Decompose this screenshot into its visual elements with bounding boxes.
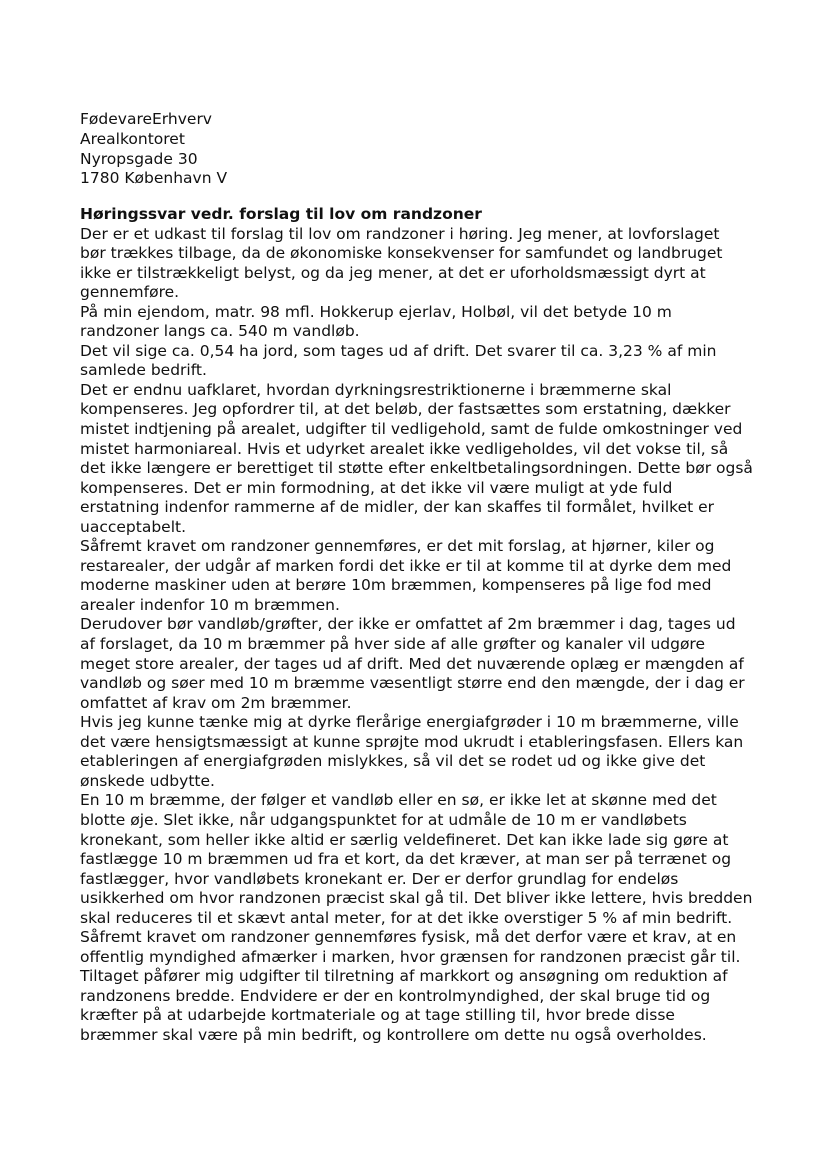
body-line: ikke er tilstrækkeligt belyst, og da jeg mener, at det er uforholdsmæssigt dyrt at	[80, 263, 706, 282]
body-line: det være hensigtsmæssigt at kunne sprøjte mod ukrudt i etableringsfasen. Ellers kan	[80, 732, 744, 751]
body-line: Det vil sige ca. 0,54 ha jord, som tages ud af drift. Det svarer til ca. 3,23 % af min	[80, 341, 717, 360]
body-line: arealer indenfor 10 m bræmmen.	[80, 595, 340, 614]
body-line: usikkerhed om hvor randzonen præcist skal gå til. Det bliver ikke lettere, hvis bredden	[80, 889, 753, 908]
body-line: fastlægge 10 m bræmmen ud fra et kort, da det kræver, at man ser på terrænet og	[80, 850, 732, 869]
body-line: omfattet af krav om 2m bræmmer.	[80, 693, 352, 712]
body-line: Hvis jeg kunne tænke mig at dyrke flerårige energiafgrøder i 10 m bræmmerne, ville	[80, 713, 739, 732]
body-line: det ikke længere er berettiget til støtte efter enkeltbetalingsordningen. Dette bør også	[80, 459, 753, 478]
body-line: bræmmer skal være på min bedrift, og kontrollere om dette nu også overholdes.	[80, 1025, 707, 1044]
body-line: mistet indtjening på arealet, udgifter til vedligehold, samt de fulde omkostninger ved	[80, 420, 743, 439]
body-line: Tiltaget påfører mig udgifter til tilretning af markkort og ansøgning om reduktion af	[80, 967, 728, 986]
body-line: offentlig myndighed afmærker i marken, hvor grænsen for randzonen præcist går til.	[80, 947, 741, 966]
body-line: Såfremt kravet om randzoner gennemføres fysisk, må det derfor være et krav, at en	[80, 928, 737, 947]
body-line: erstatning indenfor rammerne af de midler, der kan skaffes til formålet, hvilket er	[80, 498, 715, 517]
body-line: restarealer, der udgår af marken fordi det ikke er til at komme til at dyrke dem med	[80, 556, 732, 575]
body-line: vandløb og søer med 10 m bræmme væsentligt større end den mængde, der i dag er	[80, 674, 745, 693]
body-line: På min ejendom, matr. 98 mfl. Hokkerup ejerlav, Holbøl, vil det betyde 10 m	[80, 302, 672, 321]
body-line: kræfter på at udarbejde kortmateriale og at tage stilling til, hvor brede disse	[80, 1006, 675, 1025]
body-line: etableringen af energiafgrøden mislykkes, så vil det se rodet ud og ikke give det	[80, 752, 706, 771]
body-line: fastlægger, hvor vandløbets kronekant er. Der er derfor grundlag for endeløs	[80, 869, 679, 888]
body-line: samlede bedrift.	[80, 361, 207, 380]
address-line-street: Nyropsgade 30	[80, 149, 198, 168]
body-line: bør trækkes tilbage, da de økonomiske konsekvenser for samfundet og landbruget	[80, 244, 723, 263]
body-line: moderne maskiner uden at berøre 10m bræmmen, kompenseres på lige fod med	[80, 576, 712, 595]
recipient-address	[80, 110, 740, 189]
letter-body	[80, 224, 753, 1046]
body-line: Derudover bør vandløb/grøfter, der ikke er omfattet af 2m bræmmer i dag, tages ud	[80, 615, 736, 634]
letter-content	[80, 205, 753, 1046]
body-line: Såfremt kravet om randzoner gennemføres, er det mit forslag, at hjørner, kiler og	[80, 537, 715, 556]
body-line: af forslaget, da 10 m bræmmer på hver side af alle grøfter og kanaler vil udgøre	[80, 635, 705, 654]
address-line-city: 1780 København V	[80, 169, 228, 188]
body-line: kompenseres. Det er min formodning, at det ikke vil være muligt at yde fuld	[80, 478, 673, 497]
body-line: skal reduceres til et skævt antal meter, for at det ikke overstiger 5 % af min bedrift.	[80, 908, 733, 927]
body-line: randzoner langs ca. 540 m vandløb.	[80, 322, 360, 341]
letter-heading: Høringssvar vedr. forslag til lov om randzoner	[80, 205, 482, 223]
body-line: mistet harmoniareal. Hvis et udyrket arealet ikke vedligeholdes, vil det vokse til, så	[80, 439, 729, 458]
address-line-office: Arealkontoret	[80, 129, 185, 148]
body-line: kompenseres. Jeg opfordrer til, at det beløb, der fastsættes som erstatning, dækker	[80, 400, 731, 419]
body-line: En 10 m bræmme, der følger et vandløb eller en sø, er ikke let at skønne med det	[80, 791, 717, 810]
body-line: Det er endnu uafklaret, hvordan dyrkningsrestriktionerne i bræmmerne skal	[80, 380, 672, 399]
body-line: Der er et udkast til forslag til lov om randzoner i høring. Jeg mener, at lovforslaget	[80, 224, 720, 243]
body-line: ønskede udbytte.	[80, 771, 215, 790]
address-line-organization: FødevareErhverv	[80, 110, 212, 128]
body-line: meget store arealer, der tages ud af drift. Med det nuværende oplæg er mængden af	[80, 654, 744, 673]
body-line: uacceptabelt.	[80, 517, 187, 536]
body-line: kronekant, som heller ikke altid er særlig veldefineret. Det kan ikke lade sig gøre at	[80, 830, 729, 849]
body-line: blotte øje. Slet ikke, når udgangspunktet for at udmåle de 10 m er vandløbets	[80, 810, 687, 829]
body-line: randzonens bredde. Endvidere er der en kontrolmyndighed, der skal bruge tid og	[80, 986, 711, 1005]
body-line: gennemføre.	[80, 283, 180, 302]
